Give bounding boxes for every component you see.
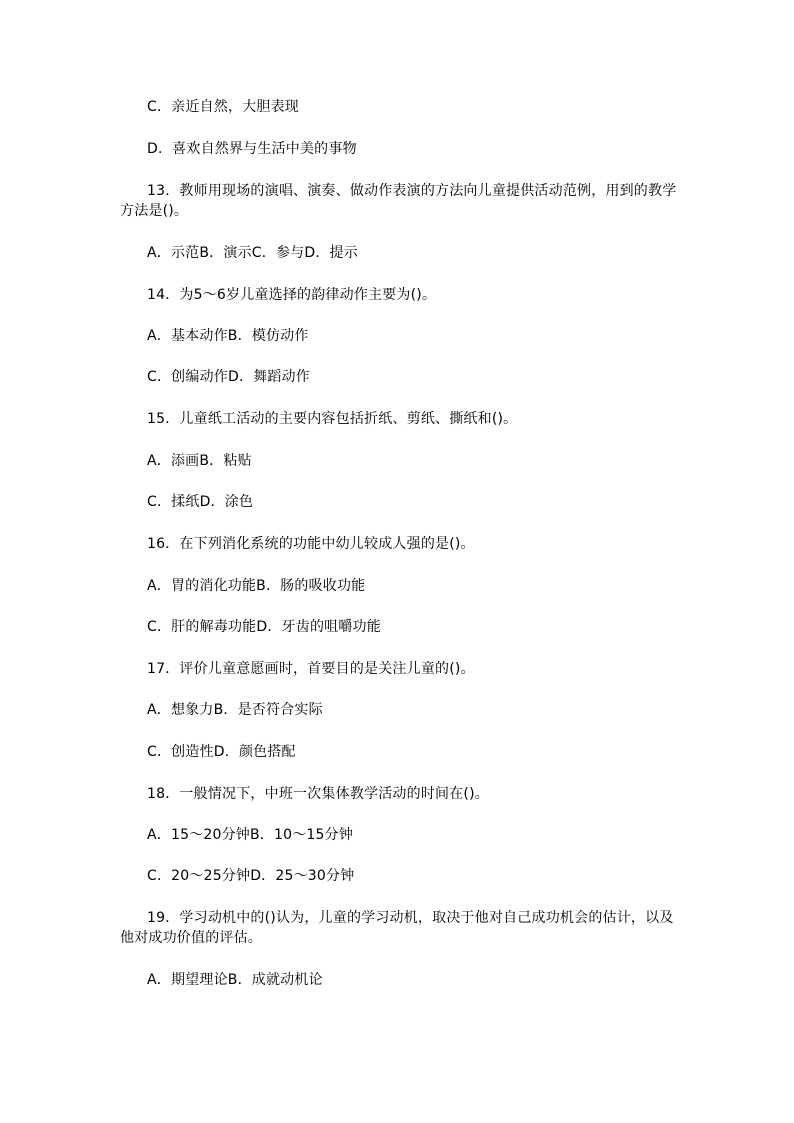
option-line: A．期望理论B．成就动机论 [147, 972, 323, 988]
option-line: C．创造性D．颜色搭配 [147, 744, 296, 760]
option-line: D．喜欢自然界与生活中美的事物 [147, 141, 357, 157]
option-line: C．肝的解毒功能D．牙齿的咀嚼功能 [147, 619, 381, 635]
option-line: A．胃的消化功能B．肠的吸收功能 [147, 578, 366, 594]
option-line: A．添画B．粘贴 [147, 453, 252, 469]
option-line: A．示范B．演示C．参与D．提示 [147, 245, 358, 261]
option-line: A．基本动作B．模仿动作 [147, 328, 309, 344]
option-line: C．20～25分钟D．25～30分钟 [147, 868, 355, 884]
question-14: 14．为5～6岁儿童选择的韵律动作主要为()。 [147, 287, 437, 303]
option-line: C．揉纸D．涂色 [147, 494, 254, 510]
question-17: 17．评价儿童意愿画时，首要目的是关注儿童的()。 [147, 661, 475, 677]
option-line: C．亲近自然，大胆表现 [147, 99, 299, 115]
option-line: A．15～20分钟B．10～15分钟 [147, 827, 354, 843]
option-line: A．想象力B．是否符合实际 [147, 702, 323, 718]
option-line: C．创编动作D．舞蹈动作 [147, 369, 310, 385]
question-13-continuation: 方法是()。 [120, 203, 189, 219]
question-19-continuation: 他对成功价值的评估。 [120, 930, 262, 946]
question-19: 19．学习动机中的()认为，儿童的学习动机，取决于他对自己成功机会的估计，以及 [147, 910, 674, 926]
question-16: 16．在下列消化系统的功能中幼儿较成人强的是()。 [147, 536, 475, 552]
question-13: 13．教师用现场的演唱、演奏、做动作表演的方法向儿童提供活动范例，用到的教学 [147, 183, 677, 199]
question-15: 15．儿童纸工活动的主要内容包括折纸、剪纸、撕纸和()。 [147, 411, 518, 427]
question-18: 18．一般情况下，中班一次集体教学活动的时间在()。 [147, 786, 489, 802]
